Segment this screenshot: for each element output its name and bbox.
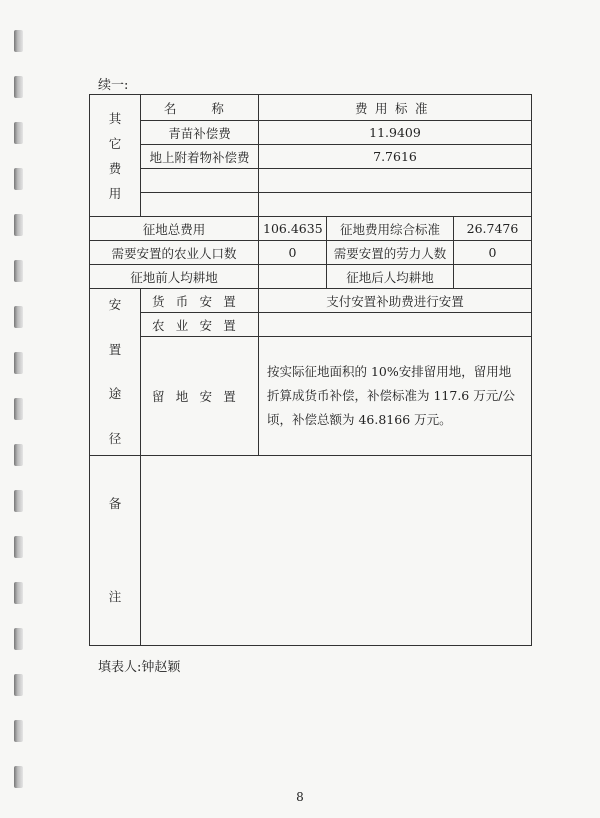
- binding-hole: [14, 536, 23, 558]
- binding-hole: [14, 490, 23, 512]
- binding-hole: [14, 30, 23, 52]
- labor-count-label: 需要安置的劳力人数: [327, 241, 454, 265]
- page-number: 8: [296, 790, 304, 804]
- name-column-header: 名 称: [141, 95, 259, 121]
- labor-count-value: 0: [454, 241, 532, 265]
- binding-hole: [14, 398, 23, 420]
- cost-item-name: 地上附着物补偿费: [141, 145, 259, 169]
- cost-item-value: [259, 193, 532, 217]
- land-acquisition-cost-table: [89, 94, 532, 646]
- comprehensive-standard-value: 26.7476: [454, 217, 532, 241]
- land-before-value: [259, 265, 327, 289]
- continued-label: 续一:: [98, 78, 129, 93]
- binding-hole: [14, 352, 23, 374]
- agricultural-resettlement-value: [259, 313, 532, 337]
- binding-holes: [14, 30, 24, 810]
- filler-label: 填表人:: [98, 660, 142, 675]
- agricultural-population-label: 需要安置的农业人口数: [90, 241, 259, 265]
- reserved-land-label: 留地安置: [141, 337, 259, 456]
- table-row: [90, 169, 532, 193]
- land-before-label: 征地前人均耕地: [90, 265, 259, 289]
- standard-column-header: 费用标准: [259, 95, 532, 121]
- binding-hole: [14, 674, 23, 696]
- cost-item-name: [141, 169, 259, 193]
- binding-hole: [14, 766, 23, 788]
- table-row: [90, 145, 532, 169]
- land-after-label: 征地后人均耕地: [327, 265, 454, 289]
- table-row: [90, 193, 532, 217]
- binding-hole: [14, 628, 23, 650]
- binding-hole: [14, 306, 23, 328]
- binding-hole: [14, 720, 23, 742]
- agricultural-population-value: 0: [259, 241, 327, 265]
- reserved-land-description: 按实际征地面积的 10%安排留用地，留用地折算成货币补偿，补偿标准为 117.6 万元/公顷，补偿总额为 46.8166 万元。: [259, 337, 532, 456]
- cost-item-value: [259, 169, 532, 193]
- binding-hole: [14, 168, 23, 190]
- filler-line: [98, 656, 180, 675]
- land-after-value: [454, 265, 532, 289]
- remarks-content: [141, 456, 532, 646]
- binding-hole: [14, 214, 23, 236]
- total-cost-value: 106.4635: [259, 217, 327, 241]
- cost-item-name: 青苗补偿费: [141, 121, 259, 145]
- comprehensive-standard-label: 征地费用综合标准: [327, 217, 454, 241]
- cost-item-name: [141, 193, 259, 217]
- resettlement-section-label: 安 置 途 径: [90, 289, 141, 456]
- agricultural-resettlement-label: 农业安置: [141, 313, 259, 337]
- binding-hole: [14, 122, 23, 144]
- table-row: [90, 121, 532, 145]
- other-costs-section-label: 其 它 费 用: [90, 95, 141, 217]
- monetary-resettlement-value: 支付安置补助费进行安置: [259, 289, 532, 313]
- filler-name: 钟赵颖: [141, 660, 181, 675]
- binding-hole: [14, 260, 23, 282]
- cost-item-value: 7.7616: [259, 145, 532, 169]
- remarks-label: 备 注: [90, 456, 141, 646]
- binding-hole: [14, 582, 23, 604]
- total-cost-label: 征地总费用: [90, 217, 259, 241]
- cost-item-value: 11.9409: [259, 121, 532, 145]
- monetary-resettlement-label: 货币安置: [141, 289, 259, 313]
- binding-hole: [14, 76, 23, 98]
- binding-hole: [14, 444, 23, 466]
